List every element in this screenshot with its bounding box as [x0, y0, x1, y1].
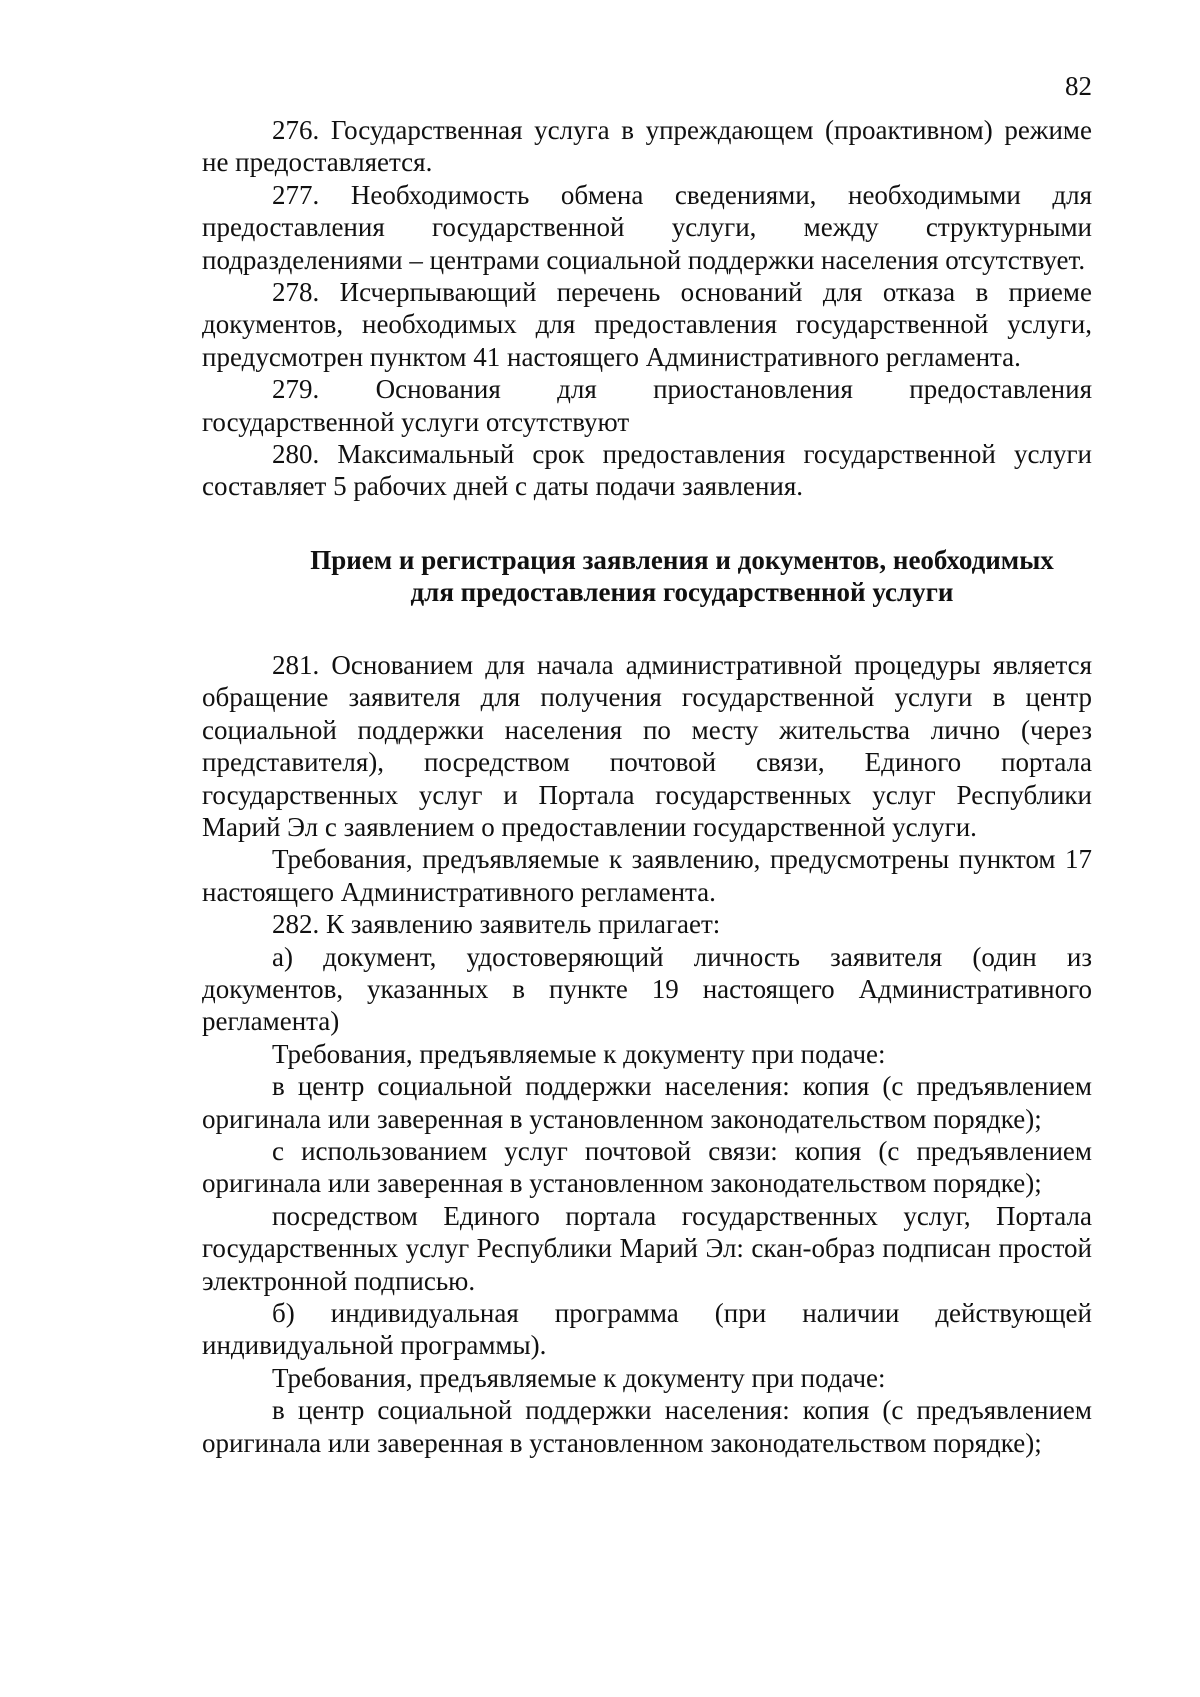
paragraph-280: 280. Максимальный срок предоставления государственной услуги составляет 5 рабочих дней с даты подачи заявления.: [202, 439, 1092, 502]
requirement-social-center-1: в центр социальной поддержки населения: копия (с предъявлением оригинала или заверенная в установленном законодательством порядке);: [202, 1071, 1092, 1134]
paragraph-277: 277. Необходимость обмена сведениями, необходимыми для предоставления государственной услуги, между структурными подразделениями – центрами социальной поддержки населения отсутствует.: [202, 179, 1092, 275]
section-heading-line-1: Прием и регистрация заявления и документов, необходимых: [310, 544, 1054, 575]
list-item-a: а) документ, удостоверяющий личность заявителя (один из документов, указанных в пункте 19 настоящего Административного регламента): [202, 941, 1092, 1037]
requirement-social-center-2: в центр социальной поддержки населения: копия (с предъявлением оригинала или заверенная в установленном законодательством порядке);: [202, 1395, 1092, 1458]
paragraph-282: 282. К заявлению заявитель прилагает:: [272, 909, 721, 940]
paragraph-278: 278. Исчерпывающий перечень оснований для отказа в приеме документов, необходимых для предоставления государственной услуги, предусмотрен пунктом 41 настоящего Административного регламента.: [202, 277, 1092, 372]
document-requirements-heading-2: Требования, предъявляемые к документу при подаче:: [272, 1362, 886, 1393]
section-heading: [202, 544, 1092, 608]
section-heading-line-2: для предоставления государственной услуги: [410, 576, 954, 607]
paragraph-276: 276. Государственная услуга в упреждающем (проактивном) режиме не предоставляется.: [202, 115, 1092, 178]
list-item-b: б) индивидуальная программа (при наличии действующей индивидуальной программы).: [202, 1298, 1092, 1361]
application-requirements-paragraph: Требования, предъявляемые к заявлению, предусмотрены пунктом 17 настоящего Административного регламента.: [202, 844, 1092, 907]
document-requirements-heading-1: Требования, предъявляемые к документу при подаче:: [272, 1038, 886, 1069]
document-body: [202, 114, 1092, 1459]
paragraph-281: 281. Основанием для начала административной процедуры является обращение заявителя для получения государственной услуги в центр социальной поддержки населения по месту жительства лично (через представителя), посредством почтовой связи, Единого портала государственных услуг и Портала государственных услуг Республики Марий Эл с заявлением о предоставлении государственной услуги.: [202, 649, 1092, 842]
paragraph-279: 279. Основания для приостановления предоставления государственной услуги отсутствуют: [202, 374, 1092, 437]
page-number: 82: [1065, 71, 1092, 101]
requirement-postal: с использованием услуг почтовой связи: копия (с предъявлением оригинала или заверенная в установленном законодательством порядке);: [202, 1135, 1092, 1199]
requirement-portal: посредством Единого портала государственных услуг, Портала государственных услуг Республики Марий Эл: скан-образ подписан простой электронной подписью.: [202, 1200, 1092, 1296]
